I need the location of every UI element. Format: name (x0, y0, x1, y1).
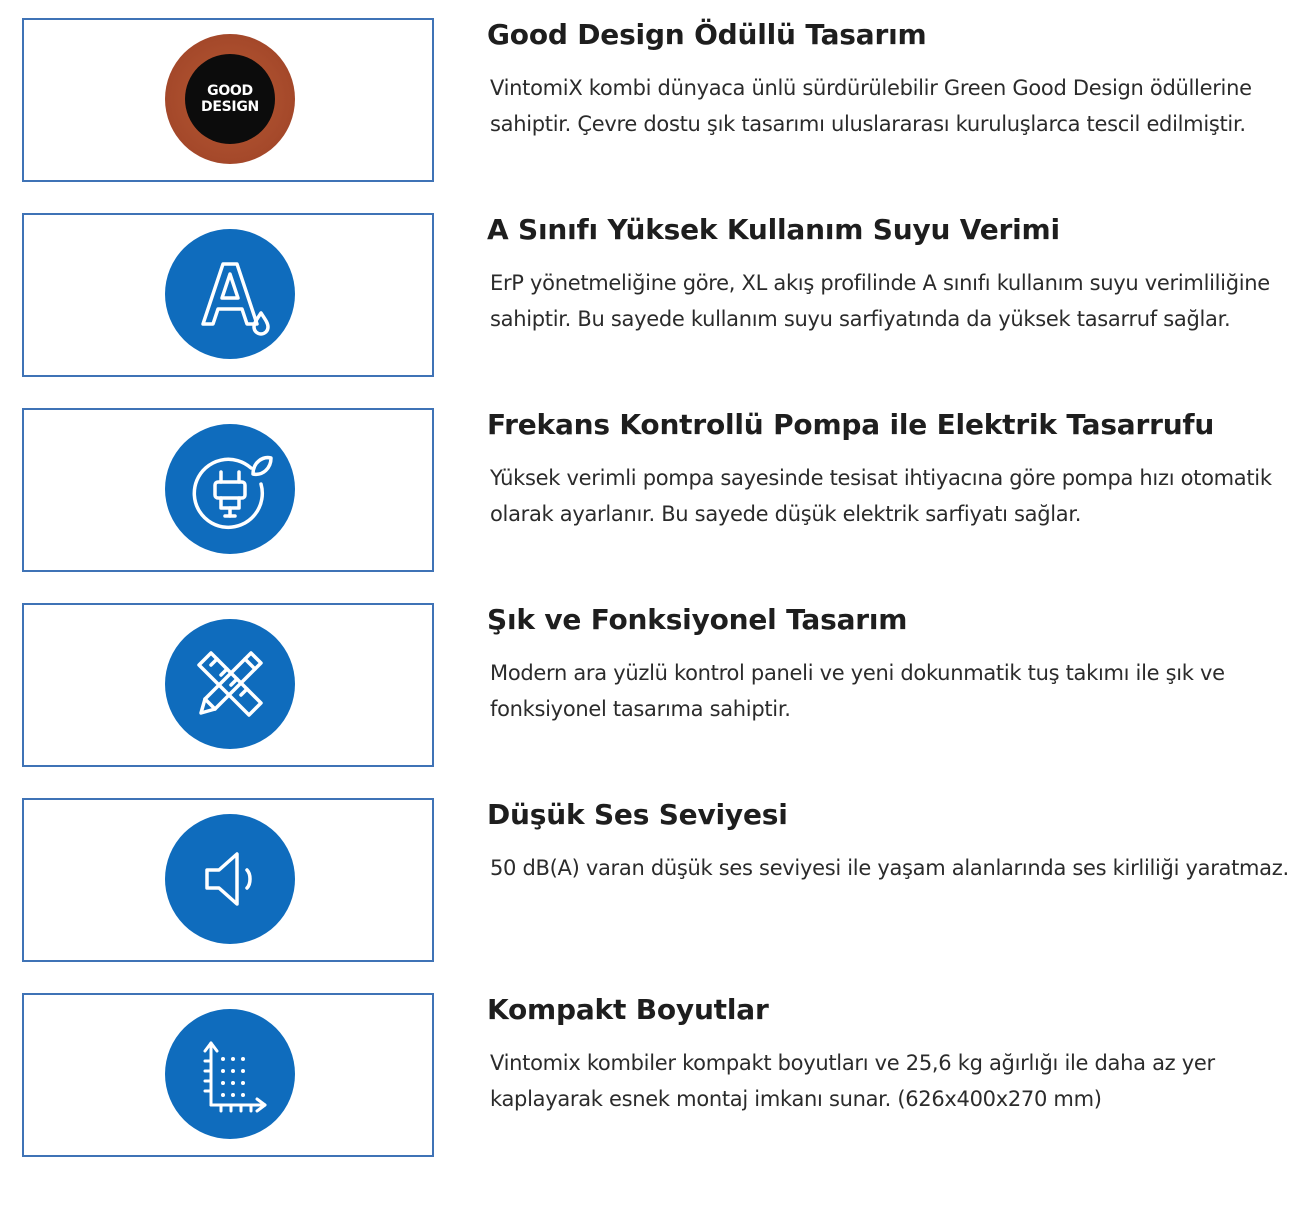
dimensions-grid-icon (165, 1009, 295, 1139)
feature-a-class (0, 213, 1311, 383)
feature-description: VintomiX kombi dünyaca ünlü sürdürülebilir Green Good Design ödüllerine sahiptir. Çevre dostu şık tasarımı uluslararası kuruluşlarca tescil edilmiştir. (490, 76, 1252, 136)
feature-icon-box (22, 798, 434, 962)
pencil-ruler-icon (165, 619, 295, 749)
feature-description: Modern ara yüzlü kontrol paneli ve yeni dokunmatik tuş takımı ile şık ve fonksiyonel tasarıma sahiptir. (490, 661, 1225, 721)
feature-title: A Sınıfı Yüksek Kullanım Suyu Verimi (487, 213, 1060, 246)
badge-text-line2: DESIGN (201, 99, 259, 115)
feature-title: Düşük Ses Seviyesi (487, 798, 788, 831)
feature-title: Kompakt Boyutlar (487, 993, 769, 1026)
feature-title: Şık ve Fonksiyonel Tasarım (487, 603, 908, 636)
feature-sound (0, 798, 1311, 968)
feature-compact (0, 993, 1311, 1163)
feature-good-design (0, 18, 1311, 188)
feature-description: 50 dB(A) varan düşük ses seviyesi ile yaşam alanlarında ses kirliliği yaratmaz. (490, 856, 1289, 880)
letter-a-droplet-icon (165, 229, 295, 359)
feature-description: Vintomix kombiler kompakt boyutları ve 25,6 kg ağırlığı ile daha az yer kaplayarak esnek montaj imkanı sunar. (626x400x270 mm) (490, 1051, 1215, 1111)
feature-pump (0, 408, 1311, 578)
good-design-badge-icon (165, 34, 295, 164)
feature-icon-box (22, 213, 434, 377)
badge-text-line1: GOOD (207, 83, 253, 99)
feature-title: Frekans Kontrollü Pompa ile Elektrik Tasarrufu (487, 408, 1215, 441)
speaker-low-icon (165, 814, 295, 944)
feature-description: Yüksek verimli pompa sayesinde tesisat ihtiyacına göre pompa hızı otomatik olarak ayarlanır. Bu sayede düşük elektrik sarfiyatı sağlar. (490, 466, 1272, 526)
feature-title: Good Design Ödüllü Tasarım (487, 18, 927, 51)
feature-icon-box (22, 408, 434, 572)
feature-icon-box (22, 18, 434, 182)
feature-description: ErP yönetmeliğine göre, XL akış profilinde A sınıfı kullanım suyu verimliliğine sahiptir. Bu sayede kullanım suyu sarfiyatında da yüksek tasarruf sağlar. (490, 271, 1270, 331)
badge-inner (185, 54, 275, 144)
feature-icon-box (22, 603, 434, 767)
feature-icon-box (22, 993, 434, 1157)
eco-plug-icon (165, 424, 295, 554)
feature-design (0, 603, 1311, 773)
